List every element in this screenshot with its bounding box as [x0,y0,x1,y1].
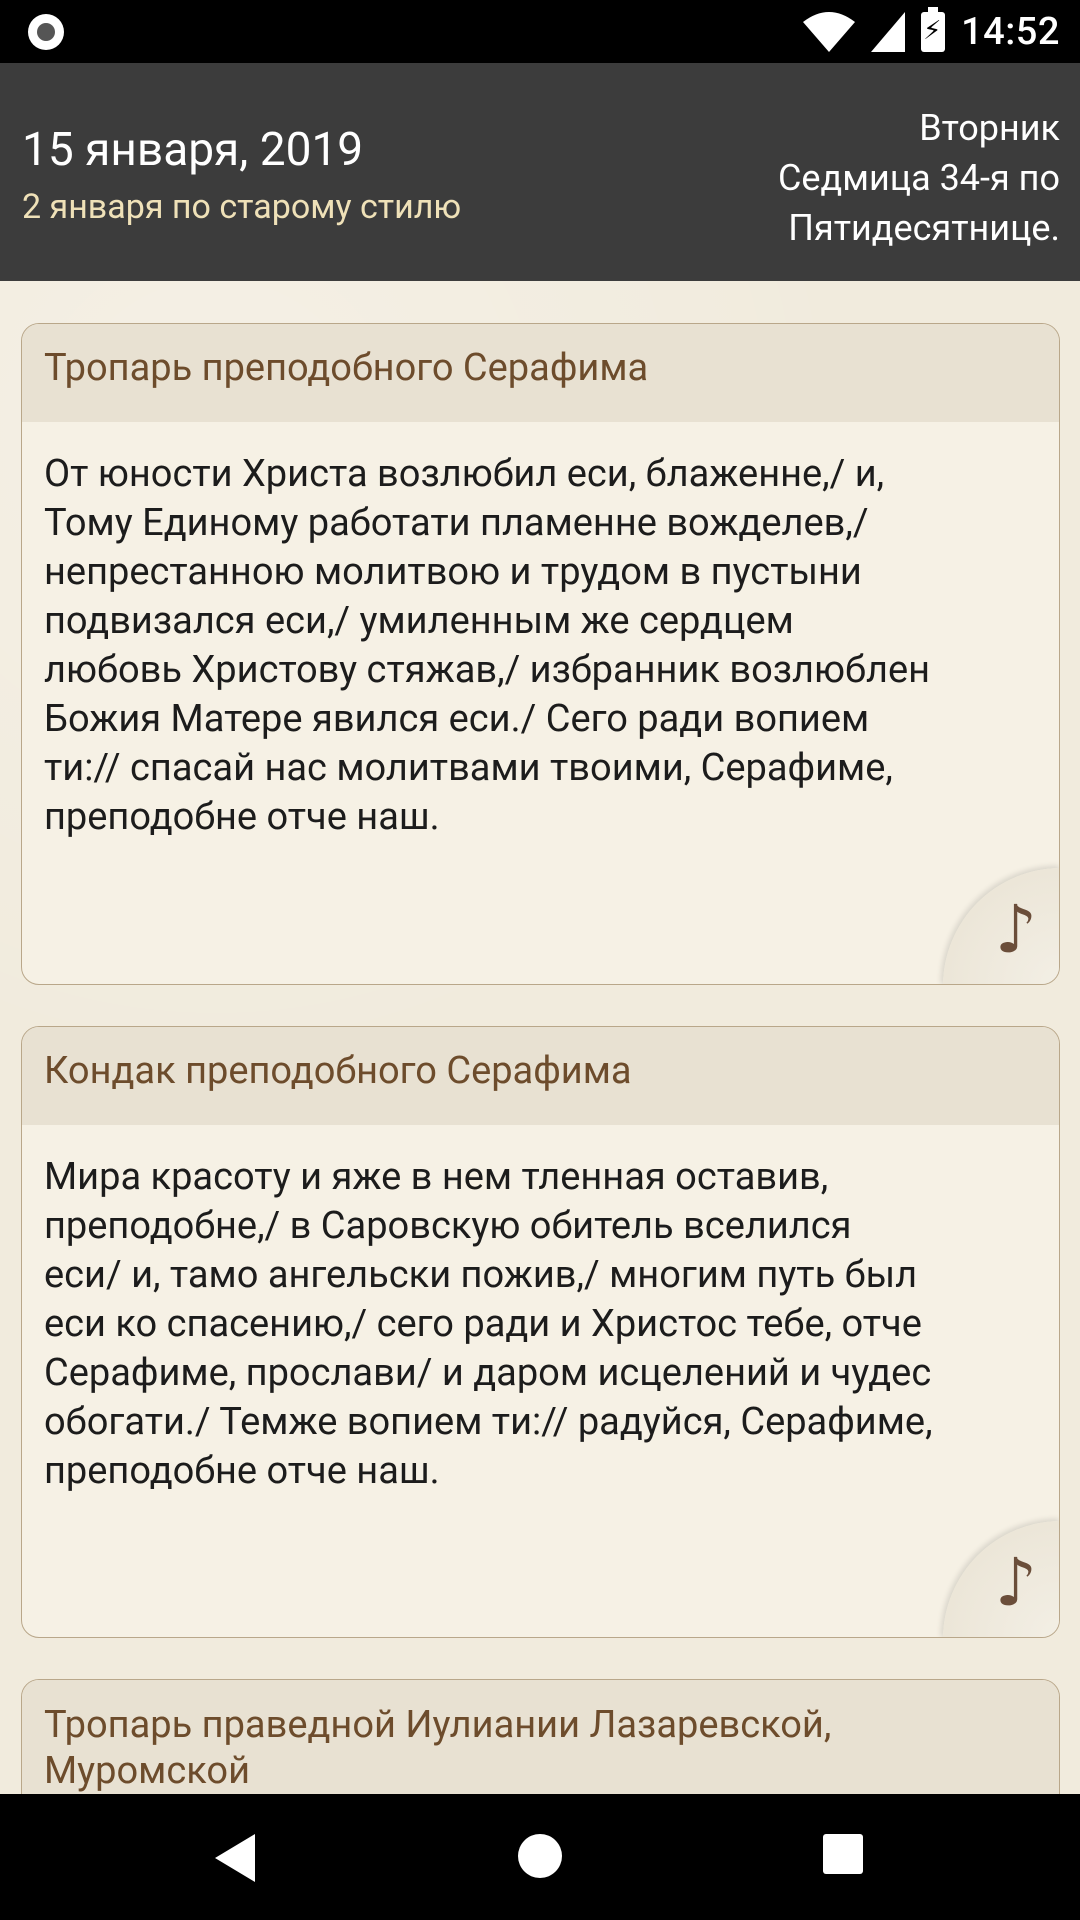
home-icon[interactable] [518,1834,562,1878]
recents-icon[interactable] [823,1834,863,1874]
card-title-line-1: Тропарь праведной Иулиании Лазаревской, [44,1703,832,1747]
text-line: еси ко спасению,/ сего ради и Христос тебе, отче [44,1302,922,1346]
week-info [778,103,1060,253]
music-note-icon: ♪ [994,891,1037,968]
old-style-date: 2 января по старому стилю [22,187,462,227]
week-line-2: Пятидесятнице. [788,207,1060,249]
battery-charging-icon [921,12,945,52]
status-bar [0,0,1080,63]
status-time: 14:52 [961,9,1060,54]
card-title: Тропарь преподобного Серафима [22,324,1059,422]
status-icons [803,0,1060,63]
date-header [0,63,1080,281]
text-line: Божия Матере явился еси./ Сего ради вопием [44,697,870,741]
card-title-line-2: Муромской [44,1749,250,1793]
content-scroll[interactable] [0,281,1080,1794]
text-line: ти:// спасай нас молитвами твоими, Серафиме, [44,746,893,790]
music-note-icon: ♪ [994,1544,1037,1621]
text-line: Серафиме, прослави/ и даром исцелений и чудес [44,1351,932,1395]
text-line: еси/ и, тамо ангельски пожив,/ многим путь был [44,1253,918,1297]
system-nav-bar [0,1794,1080,1920]
text-line: От юности Христа возлюбил еси, блаженне,/ и, [44,452,885,496]
weekday: Вторник [919,107,1060,149]
card-text [22,422,1059,842]
play-chant-button[interactable] [943,868,1060,985]
text-line: преподобне,/ в Саровскую обитель вселился [44,1204,852,1248]
troparion-card [21,1679,1060,1794]
card-title [22,1680,1059,1794]
current-date[interactable]: 15 января, 2019 [22,123,364,177]
text-line: Мира красоту и яже в нем тленная оставив, [44,1155,829,1199]
text-line: преподобне отче наш. [44,1449,440,1493]
troparion-card [21,323,1060,985]
play-chant-button[interactable] [943,1521,1060,1638]
card-title: Кондак преподобного Серафима [22,1027,1059,1125]
week-line-1: Седмица 34-я по [778,157,1060,199]
record-icon [28,14,64,50]
back-icon[interactable] [215,1834,255,1882]
kontakion-card [21,1026,1060,1638]
text-line: непрестанною молитвою и трудом в пустыни [44,550,862,594]
card-text [22,1125,1059,1496]
text-line: подвизался еси,/ умиленным же сердцем [44,599,794,643]
wifi-icon [803,12,855,52]
text-line: Тому Единому работати пламенне вожделев,/ [44,501,869,545]
text-line: обогати./ Темже вопием ти:// радуйся, Серафиме, [44,1400,933,1444]
text-line: любовь Христову стяжав,/ избранник возлюблен [44,648,931,692]
signal-icon [871,12,905,52]
text-line: преподобне отче наш. [44,795,440,839]
